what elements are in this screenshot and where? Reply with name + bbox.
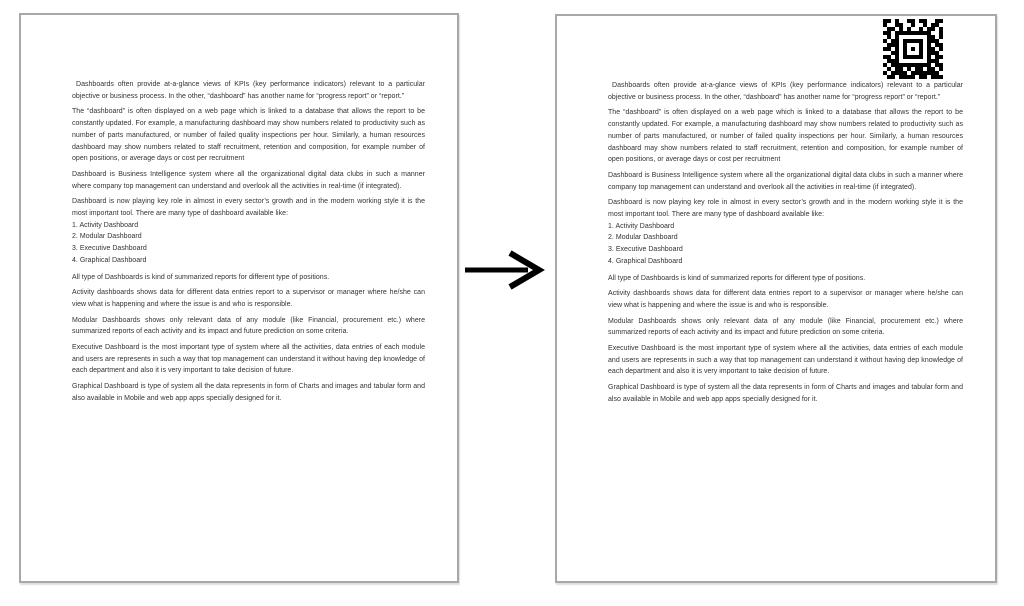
list-item: 3. Executive Dashboard bbox=[72, 245, 147, 253]
paragraph: Graphical Dashboard is type of system all the data represents in form of Charts and images and tabular form and also available in Mobile and web app apps specially designed for it. bbox=[72, 383, 425, 402]
paragraph: All type of Dashboards is kind of summarized reports for different type of positions. bbox=[72, 273, 330, 281]
paragraph: Graphical Dashboard is type of system all the data represents in form of Charts and images and tabular form and also available in Mobile and web app apps specially designed for it. bbox=[608, 384, 963, 403]
paragraph: Dashboard is Business Intelligence system where all the organizational digital data clubs in such a manner where company top management can understand and overlook all the activities in real-time (if integrated). bbox=[608, 171, 963, 191]
document-text bbox=[557, 16, 995, 410]
paragraph: Executive Dashboard is the most important type of system where all the activities, data entries of each module and users are represents in such a way that top management can understand it without having dep knowledge of each department and also it is very important to take decision of future. bbox=[608, 345, 963, 376]
paragraph: Executive Dashboard is the most important type of system where all the activities, data entries of each module and users are represents in such a way that top management can understand it without having dep knowledge of each department and also it is very important to take decision of future. bbox=[72, 344, 425, 375]
paragraph: The “dashboard” is often displayed on a web page which is linked to a database that allows the report to be constantly updated. For example, a manufacturing dashboard may show numbers related to productivity such as number of parts manufactured, or number of failed quality inspections per hour. Similarly, a human resources dashboard may show numbers related to staff recruitment, retention and composition, for example number of open positions, or average days or cost per recruitment bbox=[72, 108, 425, 163]
list-item: 2. Modular Dashboard bbox=[72, 233, 142, 241]
paragraph: Dashboard is now playing key role in almost in every sector’s growth and in the modern working style it is the most important tool. There are many type of dashboard available like: bbox=[608, 199, 963, 219]
paragraph: Activity dashboards shows data for different data entries report to a supervisor or manager where he/she can view what is happening and where the issue is and who is responsible. bbox=[608, 290, 963, 309]
paragraph: Modular Dashboards shows only relevant data of any module (like Financial, procurement etc.) where summarized reports of each activity and its impact and future prediction on some criteria. bbox=[72, 316, 425, 336]
paragraph: The “dashboard” is often displayed on a web page which is linked to a database that allows the report to be constantly updated. For example, a manufacturing dashboard may show numbers related to productivity such as number of parts manufactured, or number of failed quality inspections per hour. Similarly, a human resources dashboard may show numbers related to staff recruitment, retention and composition, for example number of open positions, or average days or cost per recruitment bbox=[608, 109, 963, 164]
document-page-before bbox=[19, 13, 459, 583]
right-arrow-icon bbox=[462, 248, 546, 292]
list-item: 3. Executive Dashboard bbox=[608, 246, 683, 254]
list-item: 1. Activity Dashboard bbox=[72, 221, 139, 229]
paragraph: Dashboards often provide at-a-glance views of KPIs (key performance indicators) relevant to a particular objective or business process. In the other, “dashboard” has another name for “progress report” or “report.” bbox=[608, 82, 963, 101]
paragraph: All type of Dashboards is kind of summarized reports for different type of positions. bbox=[608, 274, 866, 282]
list-item: 2. Modular Dashboard bbox=[608, 234, 678, 242]
paragraph: Modular Dashboards shows only relevant data of any module (like Financial, procurement etc.) where summarized reports of each activity and its impact and future prediction on some criteria. bbox=[608, 317, 963, 337]
right-arrow-graphic bbox=[462, 248, 546, 292]
paragraph: Dashboard is Business Intelligence system where all the organizational digital data clubs in such a manner where company top management can understand and overlook all the activities in real-time (if integrated). bbox=[72, 170, 425, 190]
document-page-after bbox=[555, 14, 997, 583]
document-text bbox=[21, 15, 457, 409]
list-item: 1. Activity Dashboard bbox=[608, 222, 675, 230]
paragraph: Dashboard is now playing key role in almost in every sector’s growth and in the modern working style it is the most important tool. There are many type of dashboard available like: bbox=[72, 198, 425, 218]
paragraph: Dashboards often provide at-a-glance views of KPIs (key performance indicators) relevant to a particular objective or business process. In the other, “dashboard” has another name for “progress report” or “report.” bbox=[72, 81, 425, 100]
list-item: 4. Graphical Dashboard bbox=[72, 256, 147, 264]
list-item: 4. Graphical Dashboard bbox=[608, 257, 683, 265]
paragraph: Activity dashboards shows data for different data entries report to a supervisor or manager where he/she can view what is happening and where the issue is and who is responsible. bbox=[72, 289, 425, 308]
